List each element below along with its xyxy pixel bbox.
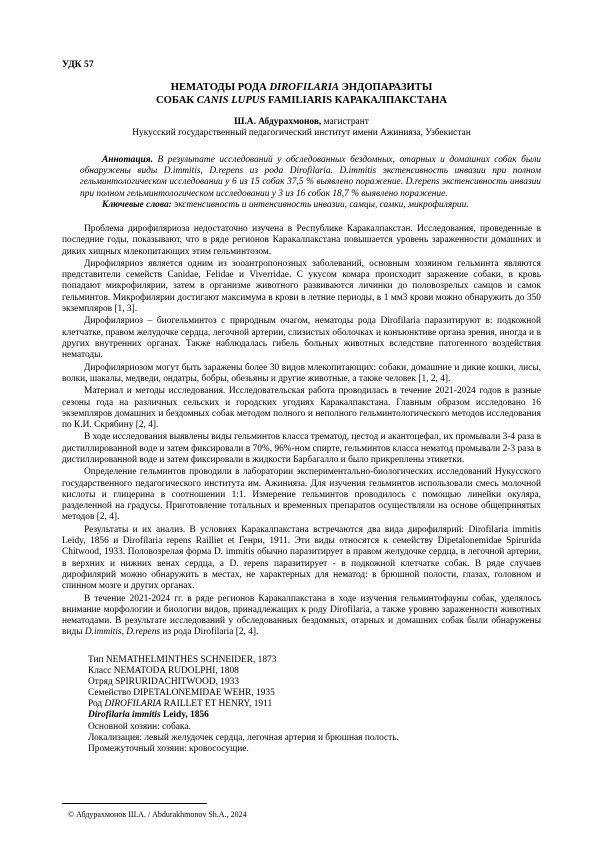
abstract-text: В результате исследований у обследованных бездомных, отарных и домашних собак были обнаружены виды D.immitis, D.repens из рода Dirofilaria. D.immitis экстенсивность инвазии при полном гельминтологическом исследовании у 6 из 15 собак 37,5 % выявлено поражение. D.repens экстенсивность инвазии при полном гельминтологическом исследовании у 3 из 16 собак 18,7 % выявлено поражение.: [80, 155, 541, 199]
taxonomy-species: Dirofilaria immitis Leidy, 1856: [88, 710, 209, 721]
udk-code: УДК 57: [62, 59, 94, 70]
keywords-text: экстенсивность и интенсивность инвазии, самцы, самки, микрофилярии.: [171, 199, 469, 210]
paper-title: [62, 82, 541, 107]
paper-body: [62, 224, 541, 639]
author-affiliation: Нукусский государственный педагогический институт имени Ажиниязa, Узбекистан: [132, 128, 471, 138]
taxonomy-genus: Род DIROFILARIA RAILLET ET HENRY, 1911: [88, 699, 273, 710]
keywords-label: Ключевые слова:: [102, 199, 172, 210]
paragraph: В течение 2021-2024 гг. в ряде регионов Каракалпакстана в ходе изучения гельминтофауны собак, уделялось внимание морфологии и биологии видов, принадлежащих к роду Dirofilaria, а также уровню зараженности животных нематодами. В результате исследований у обследованных бездомных, отарных и домашних собак были обнаружены виды D.immitis, D.repens из рода Dirofilaria [2, 4].: [62, 593, 541, 638]
taxonomy-family: Семейство DIPETALONEMIDAE WEHR, 1935: [88, 688, 275, 699]
taxonomy-class: Класс NEMATODA RUDOLPHI, 1808: [88, 666, 239, 677]
paragraph: В ходе исследования выявлены виды гельминтов класса трематод, цестод и акантоцефал, их промывали 3-4 раза в дистиллированной воде и затем фиксировали в 70%, 96%-ном спирте, гельминтов класса нематод промывали 2-3 раза в дистиллированной воде и затем фиксировали в жидкости Барбагалло и было прикреплены этикетки.: [62, 432, 541, 465]
paragraph: Дирофиляриозом могут быть заражены более 30 видов млекопитающих: собаки, домашние и дикие кошки, лисы, волки, шакалы, медведи, ондатры, бобры, обезьяны и другие животные, а также человек [1, 2, 4].: [62, 362, 541, 384]
paragraph: Материал и методы исследования. Исследовательская работа проводилась в течение 2021-2024 годов в разные сезоны года на различных сельских и городских угодиях Каракалпакстана. Главным образом исследовано 16 экземпляров домашних и бездомных собак методом полного и неполного гельминтологического методов исследования по К.И. Скрябину [2, 4].: [62, 386, 541, 430]
paragraph: Определение гельминтов проводили в лаборатории экспериментально-биологических исследований Нукусского государственного педагогического института им. Ажинияза. Для изучения гельминтов использовали смесь молочной кислоты и глицерина в соотношении 1:1. Измерение гельминтов проводилось с помощью линейки окуляра, разделенной на градусы. Приготовление тотальных и временных препаратов осуществляли на основе общепринятых методов [2, 4].: [62, 467, 541, 523]
taxonomy-host: Основной хозяин: собака.: [88, 721, 191, 732]
author-position: магистрант: [321, 117, 369, 127]
abstract: [80, 155, 541, 211]
copyright-footnote: © Абдурахмонов Ш.А. / Abdurakhmonov Sh.A., 2024: [68, 810, 247, 819]
title-line-2: СОБАК CANIS LUPUS FAMILIARIS КАРАКАЛПАКСТАНА: [156, 94, 447, 106]
taxonomy-localization: Локализация: левый желудочек сердца, легочная артерия и брюшная полость.: [88, 732, 399, 743]
author-name: Ш.А. Абдурахмонов,: [234, 117, 322, 127]
footnote-divider: [62, 803, 207, 804]
taxonomy-type: Тип NEMATHELMINTHES SCHNEIDER, 1873: [88, 655, 277, 665]
paragraph: Дирофиляриоз является одним из зооантропонозных заболеваний, основным хозяином гельминта являются представители семейств Canidae, Felidae и Viverridae. С укусом комара происходит заражение собаки, в кровь попадают микрофилярии, затем в организме животного развиваются личинки до половозрелых самцов и самок гельминтов. Микрофилярии достигают максимума в крови в летние периоды, в 1 мм3 крови можно обнаружить до 350 экземпляров [1, 3].: [62, 258, 541, 314]
taxonomy-list: [88, 655, 399, 755]
paragraph: Проблема дирофиляриоза недостаточно изучена в Республике Каракалпакстан. Исследования, проведенные в последние годы, показывают, что в ряде регионов Каракалпакстана повышается уровень зараженности домашних и диких хищных млекопитающих этим гельминтозом.: [62, 224, 541, 257]
taxonomy-intermediate-host: Промежуточный хозяин: кровососущие.: [88, 743, 249, 754]
paragraph: Дирофиляриоз – биогельминтоз с природным очагом, нематоды рода Dirofilaria паразитируют в: подкожной клетчатке, правом желудочке сердца, легочной артерии, слизистых оболочках и конъюнктиве органа зрения, иногда и в других внутренних органах. Также наблюдалась гибель больных животных вследствие патогенного воздействия нематоды.: [62, 316, 541, 361]
title-line-1: НЕМАТОДЫ РОДА DIROFILARIA ЭНДОПАРАЗИТЫ: [170, 82, 433, 93]
author-block: [62, 117, 541, 139]
abstract-label: Аннотация.: [102, 155, 153, 165]
paragraph: Результаты и их анализ. В условиях Каракалпакстана встречаются два вида дирофилярий: Dirofilaria immitis Leidy, 1856 и Dirofilaria repens Railliet et Генри, 1911. Эти виды относятся к семейству Dipetalonemidae Spirurida Chitwood, 1933. Половозрелая форма D. immitis обычно паразитирует в правом желудочке сердца, в легочной артерии, в верхних и нижних венах сердца, а D. repens паразитирует - в подкожной клетчатке собак. В ряде случаев дирофилярий можно обнаружить в местах, не характерных для нематод: в брюшной полости, глазах, головном и спинном мозге и других органах.: [62, 524, 541, 592]
taxonomy-order: Отряд SPIRURIDACHITWOOD, 1933: [88, 677, 240, 688]
